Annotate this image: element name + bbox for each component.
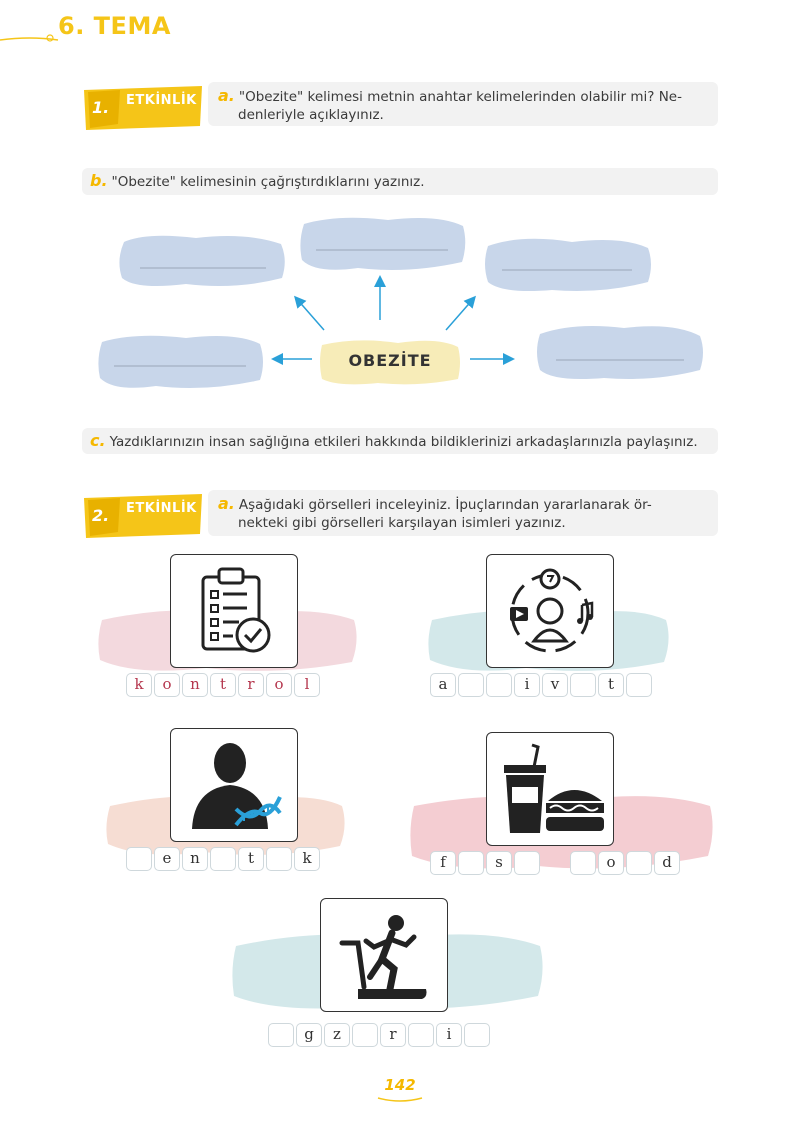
activity-number: 2.: [92, 506, 110, 525]
letter-tile[interactable]: i: [514, 673, 540, 697]
letter-tile[interactable]: [458, 851, 484, 875]
letter-tile[interactable]: [486, 673, 512, 697]
center-word-text: OBEZİTE: [348, 351, 432, 370]
letter-tile[interactable]: k: [294, 847, 320, 871]
letter-tile[interactable]: r: [380, 1023, 406, 1047]
word-tiles-3[interactable]: [126, 847, 320, 871]
question-letter: b.: [90, 171, 108, 190]
letter-tile[interactable]: t: [598, 673, 624, 697]
letter-tile[interactable]: f: [430, 851, 456, 875]
letter-tile[interactable]: d: [654, 851, 680, 875]
question-2a: [208, 490, 718, 536]
treadmill-icon: [334, 907, 434, 1003]
letter-tile[interactable]: z: [324, 1023, 350, 1047]
letter-tile[interactable]: [210, 847, 236, 871]
letter-tile[interactable]: g: [296, 1023, 322, 1047]
answer-cloud-top[interactable]: [298, 214, 468, 274]
question-text: "Obezite" kelimesinin çağrıştırdıklarını yazınız.: [111, 174, 425, 190]
page-number-swoosh: [376, 1094, 424, 1104]
letter-tile[interactable]: t: [210, 673, 236, 697]
letter-tile[interactable]: [408, 1023, 434, 1047]
letter-tile[interactable]: [266, 847, 292, 871]
page-number: 142: [384, 1076, 416, 1094]
letter-tile[interactable]: n: [182, 847, 208, 871]
letter-tile[interactable]: [570, 673, 596, 697]
theme-swoosh: [0, 34, 60, 44]
letter-tile[interactable]: o: [154, 673, 180, 697]
question-text-line-1: "Obezite" kelimesi metnin anahtar kelimelerinden olabilir mi? Ne-: [238, 89, 682, 105]
letter-tile[interactable]: [514, 851, 540, 875]
fast-food-icon: [494, 741, 606, 837]
letter-tile[interactable]: l: [294, 673, 320, 697]
question-letter: c.: [90, 431, 106, 450]
answer-cloud-left[interactable]: [96, 332, 266, 392]
activity-label: ETKİNLİK: [126, 501, 197, 516]
letter-tile[interactable]: o: [598, 851, 624, 875]
letter-tile[interactable]: [126, 847, 152, 871]
letter-tile[interactable]: [352, 1023, 378, 1047]
picture-card-fast-food: [486, 732, 614, 846]
question-text-line-2: nekteki gibi görselleri karşılayan isimleri yazınız.: [238, 515, 566, 531]
checklist-icon: [189, 563, 279, 659]
answer-cloud-right[interactable]: [534, 322, 706, 384]
letter-tile[interactable]: [570, 851, 596, 875]
letter-tile[interactable]: v: [542, 673, 568, 697]
letter-tile[interactable]: t: [238, 847, 264, 871]
letter-tile[interactable]: [458, 673, 484, 697]
theme-title: 6. TEMA: [58, 12, 171, 40]
question-text: Yazdıklarınızın insan sağlığına etkileri hakkında bildiklerinizi arkadaşlarınızla paylaşınız.: [109, 434, 698, 450]
letter-tile[interactable]: i: [436, 1023, 462, 1047]
letter-tile[interactable]: o: [266, 673, 292, 697]
question-text-line-2: denleriyle açıklayınız.: [238, 107, 384, 123]
letter-tile[interactable]: k: [126, 673, 152, 697]
question-letter: a.: [218, 494, 235, 513]
question-text-line-1: Aşağıdaki görselleri inceleyiniz. İpuçlarından yararlanarak ör-: [238, 497, 652, 513]
picture-card-control: [170, 554, 298, 668]
word-tiles-1[interactable]: [126, 673, 320, 697]
letter-tile[interactable]: [464, 1023, 490, 1047]
word-tiles-5[interactable]: [268, 1023, 490, 1047]
person-dna-icon: [184, 737, 284, 833]
picture-card-activity: [486, 554, 614, 668]
letter-tile[interactable]: e: [154, 847, 180, 871]
picture-card-genetics: [170, 728, 298, 842]
activity-number: 1.: [92, 98, 110, 117]
letter-tile[interactable]: n: [182, 673, 208, 697]
question-1b: [82, 168, 718, 195]
letter-tile[interactable]: s: [486, 851, 512, 875]
letter-tile[interactable]: a: [430, 673, 456, 697]
question-1c: [82, 428, 718, 454]
center-word-obezite: [318, 337, 462, 387]
letter-tile[interactable]: [268, 1023, 294, 1047]
letter-tile[interactable]: [626, 673, 652, 697]
question-letter: a.: [218, 86, 235, 105]
letter-tile[interactable]: r: [238, 673, 264, 697]
word-tiles-4[interactable]: [430, 851, 680, 875]
activity-label: ETKİNLİK: [126, 93, 197, 108]
music-video-person-icon: [500, 563, 600, 659]
activity-1-badge: [82, 82, 206, 128]
word-tiles-2[interactable]: [430, 673, 652, 697]
activity-2-badge: [82, 490, 206, 536]
picture-card-treadmill: [320, 898, 448, 1012]
letter-tile[interactable]: [626, 851, 652, 875]
question-1a: [208, 82, 718, 126]
